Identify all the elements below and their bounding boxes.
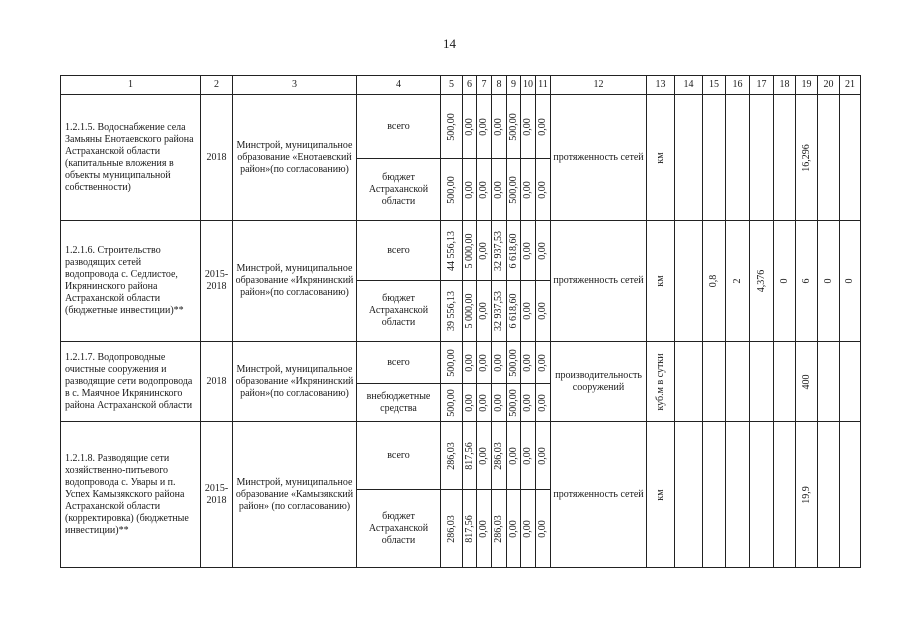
amount-cell — [441, 95, 463, 159]
indicator-unit-text: куб.м в сутки — [654, 352, 666, 411]
amount-value: 0,00 — [478, 302, 489, 320]
amount-cell — [463, 281, 477, 342]
amount-cell — [477, 384, 492, 422]
column-header: 5 — [441, 76, 463, 95]
amount-value: 500,00 — [445, 388, 457, 417]
indicator-value — [675, 95, 703, 221]
amount-cell — [477, 159, 492, 221]
indicator-value-text: 6 — [800, 278, 812, 284]
amount-value: 0,00 — [537, 117, 548, 136]
column-header: 13 — [647, 76, 675, 95]
amount-value: 0,00 — [478, 180, 489, 199]
amount-cell — [521, 159, 536, 221]
indicator-value — [675, 342, 703, 422]
funding-source: всего — [357, 342, 441, 384]
indicator-value-text: 16,296 — [800, 143, 812, 172]
indicator-value-text: 0 — [844, 278, 855, 284]
column-header: 4 — [357, 76, 441, 95]
column-header: 2 — [201, 76, 233, 95]
column-header: 7 — [477, 76, 492, 95]
indicator-name: протяженность сетей — [551, 95, 647, 221]
indicator-value-text: 0 — [778, 278, 790, 284]
indicator-unit-text: км — [654, 151, 666, 164]
amount-value: 5 000,00 — [463, 293, 475, 329]
indicator-name: протяженность сетей — [551, 422, 647, 568]
amount-value: 0,00 — [537, 519, 548, 538]
funding-source: всего — [357, 221, 441, 281]
amount-value: 0,00 — [463, 353, 475, 372]
amount-cell — [507, 281, 521, 342]
indicator-value — [750, 342, 774, 422]
amount-cell — [477, 221, 492, 281]
amount-cell — [441, 422, 463, 490]
indicator-value — [774, 221, 796, 342]
amount-value: 32 937,53 — [493, 230, 504, 271]
amount-cell — [477, 281, 492, 342]
amount-cell — [536, 159, 551, 221]
indicator-value — [818, 342, 840, 422]
amount-cell — [492, 384, 507, 422]
indicator-value-text: 19,9 — [800, 485, 812, 504]
amount-value: 286,03 — [493, 514, 504, 543]
amount-value: 0,00 — [493, 353, 504, 372]
amount-cell — [521, 422, 536, 490]
table-row — [61, 422, 861, 490]
amount-value: 39 556,13 — [445, 291, 457, 331]
amount-cell — [492, 159, 507, 221]
amount-value: 0,00 — [507, 519, 519, 538]
amount-value: 0,00 — [463, 117, 475, 136]
column-header: 11 — [536, 76, 551, 95]
amount-cell — [507, 159, 521, 221]
indicator-value-text: 400 — [800, 374, 812, 389]
amount-value: 0,00 — [522, 241, 533, 260]
amount-cell — [477, 342, 492, 384]
column-header: 10 — [521, 76, 536, 95]
amount-value: 44 556,13 — [445, 230, 457, 271]
amount-cell — [463, 342, 477, 384]
indicator-value-text: 0,8 — [708, 274, 719, 288]
activity-name: 1.2.1.7. Водопроводные очистные сооружения и разводящие сети водопровода в с. Маячное Икрянинского района Астраханской области — [61, 342, 201, 422]
amount-cell — [536, 384, 551, 422]
activity-executor: Минстрой, муниципальное образование «Икрянинский район»(по согласованию) — [233, 221, 357, 342]
amount-value: 286,03 — [445, 441, 457, 470]
amount-cell — [463, 490, 477, 568]
amount-value: 0,00 — [522, 180, 533, 199]
funding-source: всего — [357, 422, 441, 490]
amount-cell — [507, 221, 521, 281]
column-header: 15 — [703, 76, 726, 95]
indicator-value — [840, 342, 861, 422]
indicator-value — [774, 342, 796, 422]
amount-value: 500,00 — [507, 112, 519, 141]
amount-value: 500,00 — [507, 348, 519, 377]
amount-cell — [492, 490, 507, 568]
indicator-value — [774, 422, 796, 568]
indicator-value — [818, 221, 840, 342]
funding-source: бюджет Астраханской области — [357, 490, 441, 568]
indicator-value — [703, 342, 726, 422]
amount-value: 500,00 — [507, 388, 519, 417]
funding-source: внебюджетные средства — [357, 384, 441, 422]
indicator-value — [796, 342, 818, 422]
amount-value: 0,00 — [478, 519, 489, 538]
amount-cell — [477, 95, 492, 159]
amount-cell — [492, 221, 507, 281]
indicator-unit — [647, 422, 675, 568]
table-row — [61, 95, 861, 159]
amount-cell — [521, 384, 536, 422]
page-number: 14 — [443, 36, 456, 51]
indicator-value — [840, 422, 861, 568]
activity-executor: Минстрой, муниципальное образование «Икрянинский район»(по согласованию) — [233, 342, 357, 422]
amount-cell — [463, 384, 477, 422]
indicator-value — [726, 95, 750, 221]
indicator-unit — [647, 342, 675, 422]
amount-cell — [507, 422, 521, 490]
amount-value: 0,00 — [463, 180, 475, 199]
amount-cell — [536, 490, 551, 568]
amount-value: 0,00 — [478, 353, 489, 372]
indicator-value — [726, 221, 750, 342]
amount-value: 0,00 — [493, 393, 504, 412]
amount-cell — [536, 281, 551, 342]
activity-year: 2015-2018 — [201, 422, 233, 568]
amount-value: 500,00 — [445, 348, 457, 377]
amount-value: 0,00 — [522, 393, 533, 412]
indicator-value — [750, 95, 774, 221]
amount-value: 817,56 — [463, 514, 475, 543]
amount-cell — [507, 95, 521, 159]
activity-name: 1.2.1.6. Строительство разводящих сетей водопровода с. Седлистое, Икрянинского района Астраханской области (бюджетные инвестиции)** — [61, 221, 201, 342]
amount-value: 0,00 — [522, 117, 533, 136]
amount-cell — [536, 95, 551, 159]
amount-cell — [477, 490, 492, 568]
indicator-value — [840, 221, 861, 342]
indicator-unit-text: км — [654, 488, 666, 501]
indicator-value — [840, 95, 861, 221]
amount-cell — [536, 342, 551, 384]
amount-value: 0,00 — [493, 117, 504, 136]
activity-name: 1.2.1.5. Водоснабжение села Замьяны Енотаевского района Астраханской области (капитальные вложения в объекты муниципальной собственности) — [61, 95, 201, 221]
funding-source: бюджет Астраханской области — [357, 159, 441, 221]
indicator-value — [774, 95, 796, 221]
amount-value: 0,00 — [537, 393, 548, 412]
amount-value: 0,00 — [493, 180, 504, 199]
amount-value: 0,00 — [537, 180, 548, 199]
amount-cell — [441, 281, 463, 342]
activity-year: 2018 — [201, 342, 233, 422]
amount-cell — [536, 422, 551, 490]
amount-value: 0,00 — [478, 117, 489, 136]
amount-value: 0,00 — [522, 519, 533, 538]
amount-cell — [492, 281, 507, 342]
activity-executor: Минстрой, муниципальное образование «Камызякский район» (по согласованию) — [233, 422, 357, 568]
indicator-value — [750, 422, 774, 568]
amount-value: 6 618,60 — [507, 233, 519, 268]
indicator-value — [726, 342, 750, 422]
amount-cell — [507, 384, 521, 422]
indicator-unit — [647, 95, 675, 221]
amount-cell — [521, 95, 536, 159]
column-header: 16 — [726, 76, 750, 95]
indicator-name: производительность сооружений — [551, 342, 647, 422]
column-header: 19 — [796, 76, 818, 95]
activity-year: 2018 — [201, 95, 233, 221]
amount-cell — [492, 422, 507, 490]
activity-year: 2015-2018 — [201, 221, 233, 342]
amount-cell — [477, 422, 492, 490]
amount-value: 0,00 — [478, 241, 489, 260]
column-header: 8 — [492, 76, 507, 95]
indicator-value-text: 2 — [731, 278, 743, 284]
column-header: 17 — [750, 76, 774, 95]
column-header: 9 — [507, 76, 521, 95]
column-header: 12 — [551, 76, 647, 95]
column-header: 21 — [840, 76, 861, 95]
amount-cell — [521, 342, 536, 384]
amount-value: 0,00 — [463, 393, 475, 412]
indicator-value — [675, 221, 703, 342]
column-header: 20 — [818, 76, 840, 95]
amount-value: 32 937,53 — [493, 291, 504, 331]
funding-source: всего — [357, 95, 441, 159]
indicator-value — [726, 422, 750, 568]
amount-value: 0,00 — [507, 446, 519, 465]
amount-value: 0,00 — [537, 302, 548, 320]
column-header: 3 — [233, 76, 357, 95]
amount-value: 0,00 — [478, 393, 489, 412]
indicator-value — [818, 422, 840, 568]
amount-cell — [441, 490, 463, 568]
indicator-value-text: 4,376 — [755, 269, 767, 293]
amount-cell — [507, 490, 521, 568]
amount-cell — [521, 490, 536, 568]
indicator-value — [703, 221, 726, 342]
indicator-value — [796, 221, 818, 342]
amount-cell — [492, 342, 507, 384]
column-header: 1 — [61, 76, 201, 95]
amount-value: 0,00 — [478, 446, 489, 465]
column-header: 18 — [774, 76, 796, 95]
program-table — [60, 75, 861, 568]
amount-cell — [521, 281, 536, 342]
indicator-value — [703, 422, 726, 568]
indicator-value — [675, 422, 703, 568]
column-header: 14 — [675, 76, 703, 95]
amount-value: 817,56 — [463, 441, 475, 470]
amount-value: 0,00 — [537, 241, 548, 260]
column-header: 6 — [463, 76, 477, 95]
amount-value: 6 618,60 — [507, 293, 519, 329]
indicator-name: протяженность сетей — [551, 221, 647, 342]
indicator-unit — [647, 221, 675, 342]
amount-cell — [463, 159, 477, 221]
amount-value: 0,00 — [522, 353, 533, 372]
amount-value: 286,03 — [493, 441, 504, 470]
amount-cell — [441, 221, 463, 281]
amount-value: 500,00 — [507, 175, 519, 204]
indicator-value — [796, 95, 818, 221]
amount-value: 0,00 — [522, 446, 533, 465]
amount-cell — [507, 342, 521, 384]
activity-name: 1.2.1.8. Разводящие сети хозяйственно-питьевого водопровода с. Увары и п. Успех Камызякского района Астраханской области (корректировка) (бюджетные инвестиции)** — [61, 422, 201, 568]
amount-value: 0,00 — [522, 302, 533, 320]
amount-cell — [521, 221, 536, 281]
activity-executor: Минстрой, муниципальное образование «Енотаевский район»(по согласованию) — [233, 95, 357, 221]
amount-value: 0,00 — [537, 353, 548, 372]
amount-cell — [463, 422, 477, 490]
amount-cell — [463, 221, 477, 281]
amount-cell — [441, 159, 463, 221]
table-row — [61, 342, 861, 384]
amount-cell — [463, 95, 477, 159]
amount-value: 5 000,00 — [463, 233, 475, 268]
amount-cell — [492, 95, 507, 159]
indicator-value-text: 0 — [822, 278, 834, 284]
table-row — [61, 221, 861, 281]
amount-cell — [536, 221, 551, 281]
amount-value: 500,00 — [445, 112, 457, 141]
amount-value: 500,00 — [445, 175, 457, 204]
amount-cell — [441, 342, 463, 384]
amount-cell — [441, 384, 463, 422]
indicator-value — [750, 221, 774, 342]
amount-value: 286,03 — [445, 514, 457, 543]
indicator-unit-text: км — [654, 275, 666, 287]
amount-value: 0,00 — [537, 446, 548, 465]
indicator-value — [796, 422, 818, 568]
header-row — [61, 76, 861, 95]
indicator-value — [703, 95, 726, 221]
indicator-value — [818, 95, 840, 221]
funding-source: бюджет Астраханской области — [357, 281, 441, 342]
